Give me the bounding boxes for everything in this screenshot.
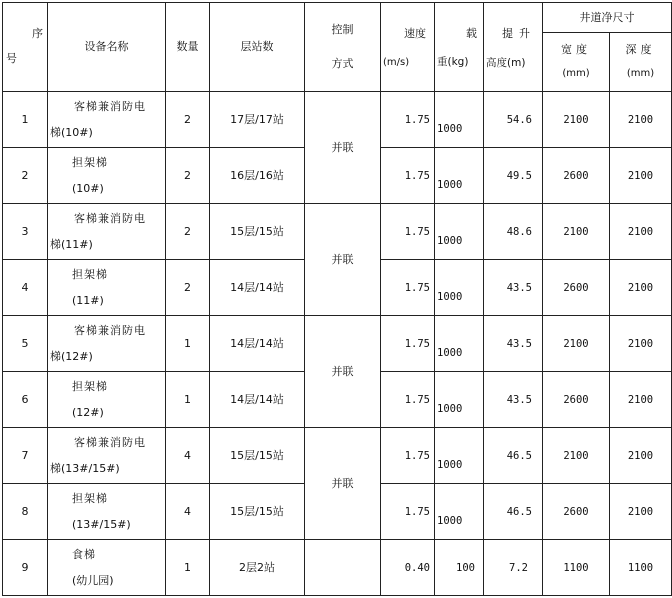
cell-load-value: 1000 <box>437 123 463 135</box>
cell-width: 2100 <box>543 92 610 148</box>
cell-lift: 43.5 <box>484 372 543 428</box>
cell-speed: 1.75 <box>381 260 435 316</box>
cell-speed: 1.75 <box>381 204 435 260</box>
cell-qty: 2 <box>166 148 210 204</box>
cell-name <box>48 92 166 148</box>
header-lift-bottom: 高度(m) <box>486 57 526 69</box>
cell-load-value: 1000 <box>437 291 463 303</box>
cell-load <box>435 372 484 428</box>
cell-control: 并联 <box>305 316 381 428</box>
header-load <box>435 3 484 92</box>
table-row <box>3 316 672 372</box>
cell-speed: 0.40 <box>381 540 435 596</box>
cell-name-line1: 担架梯 <box>72 380 108 393</box>
elevator-spec-table <box>2 2 672 596</box>
cell-load <box>435 92 484 148</box>
cell-speed: 1.75 <box>381 484 435 540</box>
cell-control-empty <box>305 540 381 596</box>
cell-seq: 4 <box>3 260 48 316</box>
cell-load-value: 1000 <box>437 235 463 247</box>
cell-load-value: 1000 <box>437 347 463 359</box>
cell-depth: 2100 <box>610 316 672 372</box>
cell-control: 并联 <box>305 92 381 204</box>
cell-load-value: 1000 <box>437 179 463 191</box>
cell-lift: 46.5 <box>484 484 543 540</box>
cell-width: 2600 <box>543 372 610 428</box>
cell-qty: 2 <box>166 92 210 148</box>
cell-width: 2100 <box>543 204 610 260</box>
cell-lift: 48.6 <box>484 204 543 260</box>
cell-floors: 14层/14站 <box>210 372 305 428</box>
cell-control: 并联 <box>305 204 381 316</box>
cell-load-value: 1000 <box>437 403 463 415</box>
cell-depth: 2100 <box>610 428 672 484</box>
cell-name <box>48 540 166 596</box>
cell-floors: 16层/16站 <box>210 148 305 204</box>
cell-floors: 15层/15站 <box>210 204 305 260</box>
cell-floors: 15层/15站 <box>210 484 305 540</box>
table-row <box>3 540 672 596</box>
header-control-bottom: 方式 <box>331 57 354 70</box>
cell-name-line2: 梯(10#) <box>50 126 93 139</box>
cell-qty: 1 <box>166 540 210 596</box>
cell-qty: 4 <box>166 428 210 484</box>
cell-speed: 1.75 <box>381 372 435 428</box>
cell-name <box>48 428 166 484</box>
cell-name-line1: 客梯兼消防电 <box>74 436 146 449</box>
cell-name <box>48 372 166 428</box>
cell-load <box>435 204 484 260</box>
header-seq-bottom: 号 <box>6 52 17 65</box>
cell-lift: 43.5 <box>484 260 543 316</box>
cell-qty: 2 <box>166 204 210 260</box>
header-depth <box>610 33 672 92</box>
table-row <box>3 92 672 148</box>
cell-speed: 1.75 <box>381 428 435 484</box>
cell-name-line1: 客梯兼消防电 <box>74 100 146 113</box>
cell-seq: 3 <box>3 204 48 260</box>
cell-name <box>48 316 166 372</box>
cell-width: 2600 <box>543 148 610 204</box>
header-speed <box>381 3 435 92</box>
header-depth-bottom: (mm) <box>626 68 655 80</box>
cell-load <box>435 260 484 316</box>
header-name: 设备名称 <box>48 3 166 92</box>
header-depth-top: 深度 <box>625 43 656 57</box>
cell-depth: 2100 <box>610 260 672 316</box>
header-floors: 层站数 <box>210 3 305 92</box>
header-load-bottom: 重(kg) <box>437 56 469 68</box>
header-seq <box>3 3 48 92</box>
cell-name <box>48 260 166 316</box>
cell-seq: 1 <box>3 92 48 148</box>
cell-depth: 2100 <box>610 92 672 148</box>
cell-qty: 4 <box>166 484 210 540</box>
cell-control: 并联 <box>305 428 381 540</box>
cell-load <box>435 484 484 540</box>
cell-name-line2: 梯(13#/15#) <box>50 462 120 475</box>
header-speed-bottom: (m/s) <box>383 57 410 68</box>
cell-name-line2: (11#) <box>72 294 104 307</box>
cell-depth: 1100 <box>610 540 672 596</box>
cell-qty: 1 <box>166 372 210 428</box>
cell-name-line2: (幼儿园) <box>72 574 114 587</box>
cell-seq: 9 <box>3 540 48 596</box>
header-qty: 数量 <box>166 3 210 92</box>
header-control <box>305 3 381 92</box>
header-lift <box>484 3 543 92</box>
cell-floors: 17层/17站 <box>210 92 305 148</box>
cell-floors: 14层/14站 <box>210 316 305 372</box>
cell-name-line1: 客梯兼消防电 <box>74 212 146 225</box>
cell-load: 100 <box>435 540 484 596</box>
cell-speed: 1.75 <box>381 92 435 148</box>
cell-width: 1100 <box>543 540 610 596</box>
cell-width: 2100 <box>543 428 610 484</box>
cell-name-line2: (13#/15#) <box>72 518 131 531</box>
cell-width: 2600 <box>543 260 610 316</box>
cell-lift: 43.5 <box>484 316 543 372</box>
cell-speed: 1.75 <box>381 148 435 204</box>
cell-name-line1: 担架梯 <box>72 492 108 505</box>
header-load-top: 载 <box>466 27 477 40</box>
cell-name <box>48 204 166 260</box>
header-control-top: 控制 <box>331 23 354 36</box>
cell-width: 2100 <box>543 316 610 372</box>
cell-seq: 6 <box>3 372 48 428</box>
cell-seq: 5 <box>3 316 48 372</box>
header-width <box>543 33 610 92</box>
cell-load <box>435 316 484 372</box>
cell-speed: 1.75 <box>381 316 435 372</box>
cell-name-line1: 客梯兼消防电 <box>74 324 146 337</box>
cell-lift: 7.2 <box>484 540 543 596</box>
cell-seq: 8 <box>3 484 48 540</box>
cell-load <box>435 428 484 484</box>
cell-name-line1: 担架梯 <box>72 268 108 281</box>
cell-depth: 2100 <box>610 204 672 260</box>
cell-floors: 2层2站 <box>210 540 305 596</box>
cell-depth: 2100 <box>610 372 672 428</box>
cell-depth: 2100 <box>610 148 672 204</box>
cell-qty: 2 <box>166 260 210 316</box>
cell-name-line2: (10#) <box>72 182 104 195</box>
cell-name-line2: (12#) <box>72 406 104 419</box>
cell-seq: 7 <box>3 428 48 484</box>
cell-load-value: 1000 <box>437 459 463 471</box>
cell-load-value: 1000 <box>437 515 463 527</box>
cell-name <box>48 484 166 540</box>
cell-name-line2: 梯(11#) <box>50 238 93 251</box>
table-row <box>3 204 672 260</box>
cell-width: 2600 <box>543 484 610 540</box>
cell-qty: 1 <box>166 316 210 372</box>
header-shaft: 井道净尺寸 <box>543 3 672 33</box>
cell-name <box>48 148 166 204</box>
header-width-top: 宽度 <box>561 43 591 57</box>
cell-name-line2: 梯(12#) <box>50 350 93 363</box>
header-lift-top: 提升 <box>502 27 536 40</box>
cell-seq: 2 <box>3 148 48 204</box>
cell-depth: 2100 <box>610 484 672 540</box>
cell-lift: 49.5 <box>484 148 543 204</box>
table-row <box>3 428 672 484</box>
cell-name-line1: 担架梯 <box>72 156 108 169</box>
cell-floors: 15层/15站 <box>210 428 305 484</box>
cell-lift: 46.5 <box>484 428 543 484</box>
cell-load <box>435 148 484 204</box>
header-seq-top: 序 <box>32 27 43 40</box>
cell-lift: 54.6 <box>484 92 543 148</box>
header-speed-top: 速度 <box>404 27 426 40</box>
cell-floors: 14层/14站 <box>210 260 305 316</box>
header-width-bottom: (mm) <box>562 68 590 80</box>
cell-name-line1: 食梯 <box>72 548 96 561</box>
